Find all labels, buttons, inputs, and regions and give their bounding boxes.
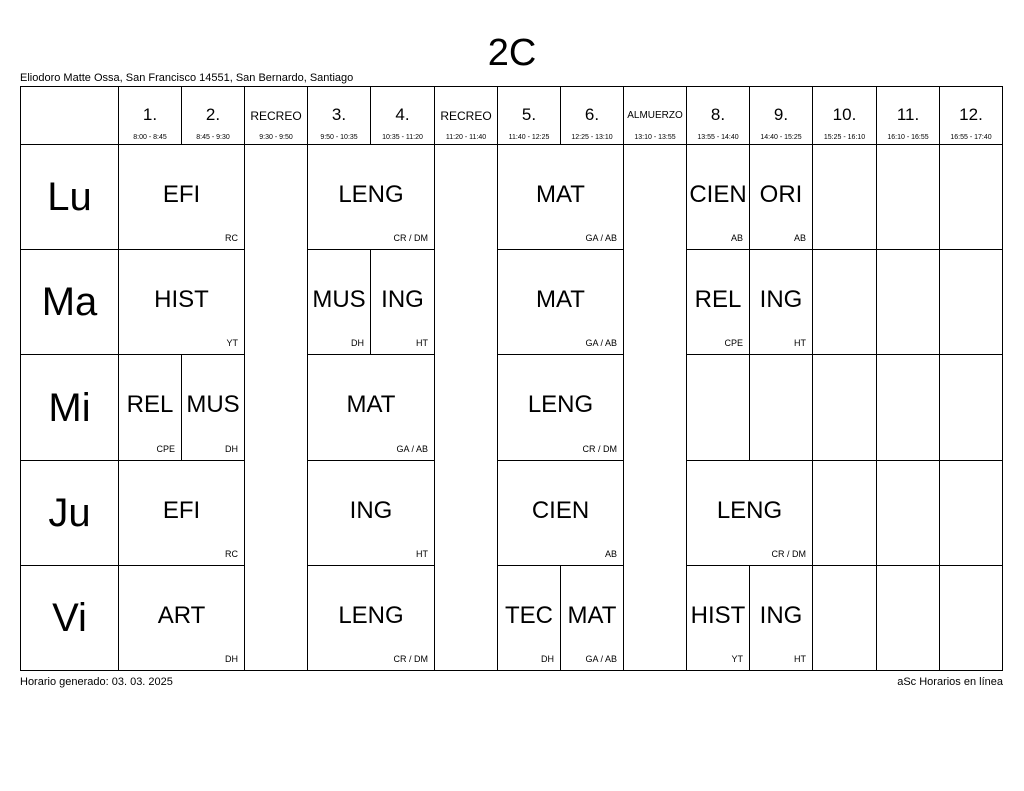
period-time: 16:10 - 16:55 xyxy=(887,134,929,141)
subject-label: REL xyxy=(126,391,174,419)
day-label: Ma xyxy=(41,280,98,324)
lesson-cell xyxy=(118,144,245,250)
subject-label: LENG xyxy=(338,601,404,629)
period-header xyxy=(560,86,624,145)
teacher-initials: HT xyxy=(416,338,428,348)
lesson-cell xyxy=(686,460,813,566)
lesson-cell xyxy=(181,354,245,461)
empty-cell xyxy=(812,249,877,355)
teacher-initials: CR / DM xyxy=(393,654,428,664)
lesson-cell xyxy=(686,144,750,250)
day-label-cell xyxy=(20,354,119,461)
period-header xyxy=(118,86,182,145)
period-label: 4. xyxy=(395,105,410,124)
day-label: Mi xyxy=(48,385,91,430)
empty-cell xyxy=(876,354,940,461)
subject-label: MAT xyxy=(536,180,585,208)
empty-cell xyxy=(876,144,940,250)
teacher-initials: CR / DM xyxy=(393,233,428,243)
teacher-initials: RC xyxy=(225,549,238,559)
brand-credit: aSc Horarios en línea xyxy=(897,676,1003,688)
lesson-cell xyxy=(118,565,245,671)
period-time: 10:35 - 11:20 xyxy=(382,134,423,141)
teacher-initials: DH xyxy=(351,338,364,348)
subject-label: ORI xyxy=(759,180,803,208)
period-label: 2. xyxy=(205,105,221,124)
empty-cell xyxy=(876,249,940,355)
teacher-initials: GA / AB xyxy=(585,654,617,664)
period-label: 12. xyxy=(959,105,983,124)
teacher-initials: DH xyxy=(225,444,238,454)
period-time: 15:25 - 16:10 xyxy=(823,134,866,141)
lesson-cell xyxy=(118,460,245,566)
period-time: 11:40 - 12:25 xyxy=(508,134,550,141)
teacher-initials: YT xyxy=(226,338,238,348)
teacher-initials: CPE xyxy=(156,444,175,454)
empty-cell xyxy=(812,460,877,566)
teacher-initials: GA / AB xyxy=(585,233,617,243)
empty-cell xyxy=(939,249,1003,355)
school-address: Eliodoro Matte Ossa, San Francisco 14551, San Bernardo, Santiago xyxy=(20,72,354,84)
period-header xyxy=(244,86,308,145)
period-header xyxy=(686,86,750,145)
lesson-cell xyxy=(307,249,371,355)
teacher-initials: HT xyxy=(794,338,806,348)
period-header xyxy=(370,86,435,145)
generated-date: Horario generado: 03. 03. 2025 xyxy=(20,676,173,688)
period-time: 13:10 - 13:55 xyxy=(634,134,676,141)
lesson-cell xyxy=(307,460,435,566)
subject-label: EFI xyxy=(162,496,201,524)
period-header xyxy=(939,86,1003,145)
period-header xyxy=(434,86,498,145)
day-label-cell xyxy=(20,460,119,566)
period-header xyxy=(876,86,940,145)
period-header xyxy=(181,86,245,145)
day-label-cell xyxy=(20,249,119,355)
timetable-title: 2C xyxy=(487,32,537,74)
subject-label: ING xyxy=(759,601,803,629)
period-time: 9:50 - 10:35 xyxy=(320,134,358,141)
subject-label: LENG xyxy=(338,180,404,208)
period-label: 1. xyxy=(142,105,158,124)
empty-cell xyxy=(939,460,1003,566)
lesson-cell xyxy=(118,354,182,461)
teacher-initials: DH xyxy=(225,654,238,664)
empty-cell xyxy=(812,565,877,671)
lesson-cell xyxy=(497,144,624,250)
day-label-cell xyxy=(20,565,119,671)
lesson-cell xyxy=(497,249,624,355)
period-label: 8. xyxy=(710,105,726,124)
subject-label: CIEN xyxy=(689,180,747,208)
period-time: 9:30 - 9:50 xyxy=(259,134,293,141)
subject-label: EFI xyxy=(162,180,201,208)
subject-label: ING xyxy=(759,285,803,313)
lesson-cell xyxy=(307,354,435,461)
subject-label: ING xyxy=(349,496,393,524)
subject-label: MAT xyxy=(346,391,396,419)
empty-cell xyxy=(939,565,1003,671)
period-label: RECREO xyxy=(440,109,492,123)
subject-label: MUS xyxy=(186,391,240,419)
period-time: 12:25 - 13:10 xyxy=(571,134,613,141)
subject-label: MAT xyxy=(567,601,617,629)
teacher-initials: DH xyxy=(541,654,554,664)
subject-label: MAT xyxy=(536,285,585,313)
lesson-cell xyxy=(560,565,624,671)
day-label-cell xyxy=(20,144,119,250)
period-header xyxy=(812,86,877,145)
empty-cell xyxy=(686,354,750,461)
teacher-initials: HT xyxy=(416,549,428,559)
subject-label: TEC xyxy=(505,601,553,629)
teacher-initials: AB xyxy=(604,549,617,559)
period-time: 13:55 - 14:40 xyxy=(697,134,739,141)
period-header xyxy=(497,86,561,145)
subject-label: LENG xyxy=(527,391,594,419)
period-header xyxy=(749,86,813,145)
period-label: 5. xyxy=(521,105,537,124)
break-column xyxy=(244,144,308,671)
teacher-initials: HT xyxy=(794,654,806,664)
lesson-cell xyxy=(686,565,750,671)
empty-cell xyxy=(939,144,1003,250)
subject-label: LENG xyxy=(716,496,783,524)
lesson-cell xyxy=(370,249,435,355)
period-label: 11. xyxy=(896,105,920,124)
empty-cell xyxy=(876,565,940,671)
period-time: 8:45 - 9:30 xyxy=(196,134,230,141)
period-label: 9. xyxy=(773,105,789,124)
day-label: Ju xyxy=(48,491,91,535)
teacher-initials: AB xyxy=(730,233,743,243)
period-label: 3. xyxy=(331,105,347,124)
day-label: Vi xyxy=(52,596,87,640)
break-column xyxy=(623,144,687,671)
subject-label: REL xyxy=(694,285,742,313)
lesson-cell xyxy=(497,354,624,461)
teacher-initials: CR / DM xyxy=(771,549,806,559)
break-column xyxy=(434,144,498,671)
day-label: Lu xyxy=(47,175,92,219)
subject-label: HIST xyxy=(690,601,746,629)
period-time: 11:20 - 11:40 xyxy=(445,134,487,141)
lesson-cell xyxy=(497,565,561,671)
period-time: 8:00 - 8:45 xyxy=(133,134,167,141)
lesson-cell xyxy=(749,565,813,671)
teacher-initials: GA / AB xyxy=(396,444,428,454)
subject-label: MUS xyxy=(312,285,366,313)
period-label: 10. xyxy=(832,105,857,124)
lesson-cell xyxy=(686,249,750,355)
period-label: ALMUERZO xyxy=(627,110,683,121)
period-time: 16:55 - 17:40 xyxy=(950,134,992,141)
period-label: RECREO xyxy=(250,109,302,123)
subject-label: ART xyxy=(157,601,206,629)
lesson-cell xyxy=(749,144,813,250)
period-label: 6. xyxy=(584,105,600,124)
teacher-initials: YT xyxy=(731,654,743,664)
period-header xyxy=(623,86,687,145)
empty-cell xyxy=(939,354,1003,461)
subject-label: HIST xyxy=(154,285,209,313)
teacher-initials: AB xyxy=(793,233,806,243)
header-corner xyxy=(20,86,119,145)
lesson-cell xyxy=(307,144,435,250)
period-time: 14:40 - 15:25 xyxy=(760,134,802,141)
empty-cell xyxy=(812,144,877,250)
subject-label: CIEN xyxy=(531,496,590,524)
subject-label: ING xyxy=(381,285,424,313)
period-header xyxy=(307,86,371,145)
teacher-initials: CPE xyxy=(724,338,743,348)
empty-cell xyxy=(876,460,940,566)
lesson-cell xyxy=(497,460,624,566)
lesson-cell xyxy=(307,565,435,671)
teacher-initials: CR / DM xyxy=(582,444,617,454)
lesson-cell xyxy=(749,249,813,355)
teacher-initials: RC xyxy=(225,233,238,243)
empty-cell xyxy=(812,354,877,461)
empty-cell xyxy=(749,354,813,461)
lesson-cell xyxy=(118,249,245,355)
teacher-initials: GA / AB xyxy=(585,338,617,348)
